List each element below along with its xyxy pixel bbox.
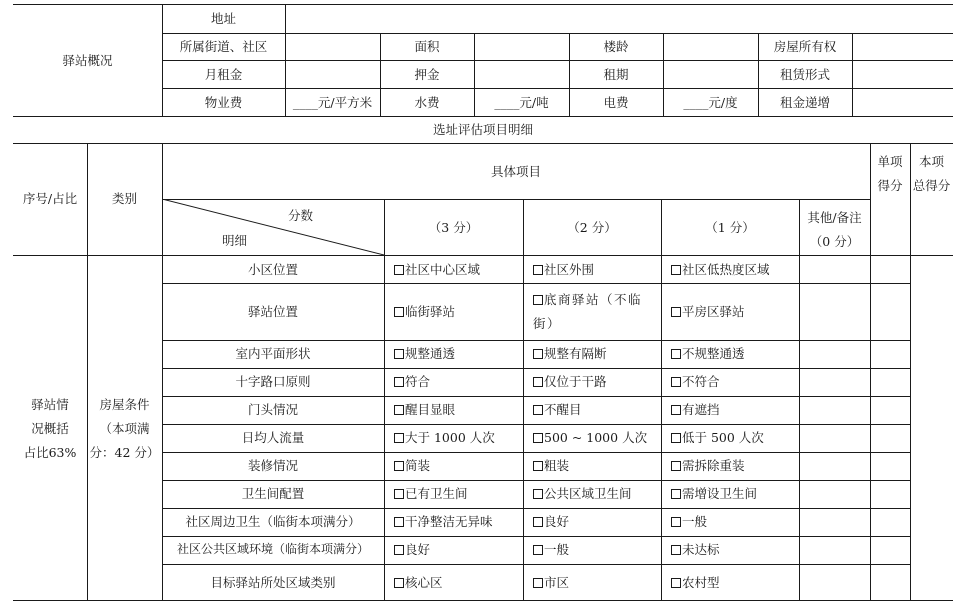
label-rent-increase: 租金递增 [779,95,830,110]
option-3[interactable] [394,303,455,320]
row-item: 社区公共区域环境（临街本项满分） [176,542,369,556]
option-label: 粗装 [544,458,570,473]
checkbox[interactable] [533,265,543,275]
checkbox[interactable] [394,307,404,317]
header-items: 具体项目 [490,164,541,179]
option-2[interactable] [533,373,607,390]
option-label: 需拆除重装 [682,458,745,473]
row-item: 门头情况 [247,402,298,417]
label-building-age: 楼龄 [603,39,629,54]
checkbox[interactable] [533,578,543,588]
option-1[interactable] [671,261,770,278]
checkbox[interactable] [533,349,543,359]
option-2[interactable] [533,574,569,591]
option-label: 良好 [544,514,570,529]
option-3[interactable] [394,261,480,278]
option-label: 规整有隔断 [544,346,607,361]
option-label: 平房区驿站 [682,304,745,319]
checkbox[interactable] [671,377,681,387]
option-1[interactable] [671,303,745,320]
checkbox[interactable] [671,265,681,275]
rule [870,143,871,600]
option-label: 不符合 [682,374,720,389]
option-label: 不醒目 [544,402,582,417]
checkbox[interactable] [671,307,681,317]
option-label: 社区外围 [544,262,595,277]
rule [162,88,953,89]
checkbox[interactable] [671,433,681,443]
label-electricity-fee: 电费 [603,95,629,110]
group-category-line3: 分：42 分） [89,445,160,460]
option-2[interactable] [533,345,607,362]
header-single-score [870,150,910,198]
label-lease-type: 租赁形式 [779,67,830,82]
label-lease-term: 租期 [603,67,629,82]
rule [162,60,953,61]
header-total-score-line2: 总得分 [912,178,951,193]
option-label: 有遮挡 [682,402,720,417]
overview-title: 驿站概况 [62,53,113,68]
checkbox[interactable] [394,578,404,588]
label-area: 面积 [414,39,440,54]
row-item: 室内平面形状 [235,346,311,361]
option-label: 一般 [544,542,570,557]
checkbox[interactable] [394,489,404,499]
rule [162,283,910,284]
rule [162,536,910,537]
checkbox[interactable] [533,295,543,305]
checkbox[interactable] [533,405,543,415]
option-3[interactable] [394,485,468,502]
option-1[interactable] [671,429,764,446]
rule [162,33,953,34]
rule-bottom [13,600,953,601]
option-1[interactable] [671,401,720,418]
rule [13,116,953,117]
rule [162,340,910,341]
row-item: 小区位置 [247,262,298,277]
option-3[interactable] [394,401,455,418]
rule [799,199,800,600]
group-seq-line1: 驿站情 [31,397,69,412]
option-2[interactable] [533,541,569,558]
checkbox[interactable] [394,433,404,443]
option-label: 社区低热度区域 [682,262,770,277]
option-3[interactable] [394,429,495,446]
label-deposit: 押金 [414,67,440,82]
checkbox[interactable] [671,405,681,415]
value-water-fee: ____元/吨 [494,95,549,110]
group-seq-line3: 占比63% [23,445,77,460]
header-category: 类别 [111,191,137,206]
checkbox[interactable] [533,489,543,499]
header-other-line1: 其他/备注 [807,210,862,225]
row-item: 十字路口原则 [235,374,311,389]
option-3[interactable] [394,373,430,390]
row-item: 社区周边卫生（临街本项满分） [185,514,361,529]
address-label: 地址 [210,11,236,26]
option-label: 农村型 [682,575,720,590]
rule [162,452,910,453]
option-1[interactable] [671,574,720,591]
checkbox[interactable] [394,377,404,387]
checkbox[interactable] [671,461,681,471]
header-total-score [910,150,953,198]
checkbox[interactable] [671,517,681,527]
row-item: 驿站位置 [247,304,298,319]
header-diag-score: 分数 [288,208,314,223]
group-seq [13,393,87,465]
row-item: 目标驿站所处区域类别 [210,575,336,590]
label-monthly-rent: 月租金 [204,67,243,82]
header-score-2: （2 分） [567,220,617,235]
checkbox[interactable] [671,578,681,588]
option-1[interactable] [671,373,720,390]
option-1[interactable] [671,485,757,502]
header-other-line2: （0 分） [809,234,860,249]
checkbox[interactable] [671,489,681,499]
option-3[interactable] [394,345,455,362]
checkbox[interactable] [533,517,543,527]
checkbox[interactable] [394,349,404,359]
rule [162,396,910,397]
option-2[interactable] [533,261,594,278]
checkbox[interactable] [671,545,681,555]
rule [162,480,910,481]
rule [162,368,910,369]
option-label: 临街驿站 [405,304,456,319]
option-label: 市区 [544,575,570,590]
option-label: 社区中心区域 [405,262,481,277]
label-street: 所属街道、社区 [179,39,268,54]
option-label: 底商驿站（不临街） [533,292,643,331]
checkbox[interactable] [671,349,681,359]
group-category-line1: 房屋条件 [99,397,150,412]
header-other [799,206,870,254]
option-1[interactable] [671,345,745,362]
checkbox[interactable] [533,377,543,387]
group-seq-line2: 况概括 [31,421,69,436]
option-label: 500 ~ 1000 人次 [544,430,648,445]
checkbox[interactable] [394,517,404,527]
header-score-3: （3 分） [428,220,479,235]
option-label: 低于 500 人次 [682,430,764,445]
option-label: 需增设卫生间 [682,486,758,501]
row-item: 装修情况 [247,458,298,473]
option-label: 一般 [682,514,708,529]
label-property-fee: 物业费 [204,95,243,110]
option-1[interactable] [671,541,720,558]
option-label: 良好 [405,542,431,557]
option-label: 符合 [405,374,431,389]
diagonal-divider [162,199,385,256]
option-label: 醒目显眼 [405,402,456,417]
option-label: 规整通透 [405,346,456,361]
option-label: 已有卫生间 [405,486,468,501]
option-1[interactable] [671,513,707,530]
checkbox[interactable] [533,433,543,443]
row-item: 日均人流量 [241,430,305,445]
header-single-score-line1: 单项 [877,154,903,169]
group-category-line2: （本项满 [99,421,150,436]
header-seq: 序号/占比 [22,191,78,206]
checkbox[interactable] [394,405,404,415]
rule [384,199,385,600]
header-score-1: （1 分） [705,220,755,235]
label-ownership: 房屋所有权 [773,39,837,54]
value-electricity-fee: ____元/度 [683,95,738,110]
option-2[interactable] [533,513,569,530]
rule [162,424,910,425]
option-label: 干净整洁无异味 [405,514,493,529]
rule [852,33,853,116]
rule [13,143,953,144]
checkbox[interactable] [394,265,404,275]
rule [87,143,88,600]
checkbox[interactable] [394,545,404,555]
rule [910,143,911,600]
option-label: 不规整通透 [682,346,745,361]
option-label: 未达标 [682,542,720,557]
section-title: 选址评估项目明细 [432,122,533,137]
option-2[interactable] [533,288,651,336]
value-property-fee: ____元/平方米 [292,95,373,110]
rule [661,199,662,600]
checkbox[interactable] [533,461,543,471]
option-3[interactable] [394,541,430,558]
option-2[interactable] [533,457,569,474]
group-category [87,393,162,465]
rule [523,199,524,600]
option-label: 仅位于干路 [544,374,607,389]
option-label: 公共区域卫生间 [544,486,632,501]
option-2[interactable] [533,485,632,502]
option-3[interactable] [394,574,443,591]
header-diag-detail: 明细 [222,233,248,248]
header-total-score-line1: 本项 [918,154,944,169]
option-label: 大于 1000 人次 [405,430,495,445]
option-label: 核心区 [405,575,443,590]
rule [13,255,953,256]
option-label: 简装 [405,458,431,473]
option-1[interactable] [671,457,745,474]
rule [162,508,910,509]
label-water-fee: 水费 [414,95,440,110]
option-3[interactable] [394,513,493,530]
row-item: 卫生间配置 [241,486,305,501]
option-2[interactable] [533,401,582,418]
rule [162,564,910,565]
checkbox[interactable] [394,461,404,471]
header-single-score-line2: 得分 [877,178,903,193]
checkbox[interactable] [533,545,543,555]
rule-top [13,4,953,5]
option-2[interactable] [533,429,647,446]
option-3[interactable] [394,457,430,474]
